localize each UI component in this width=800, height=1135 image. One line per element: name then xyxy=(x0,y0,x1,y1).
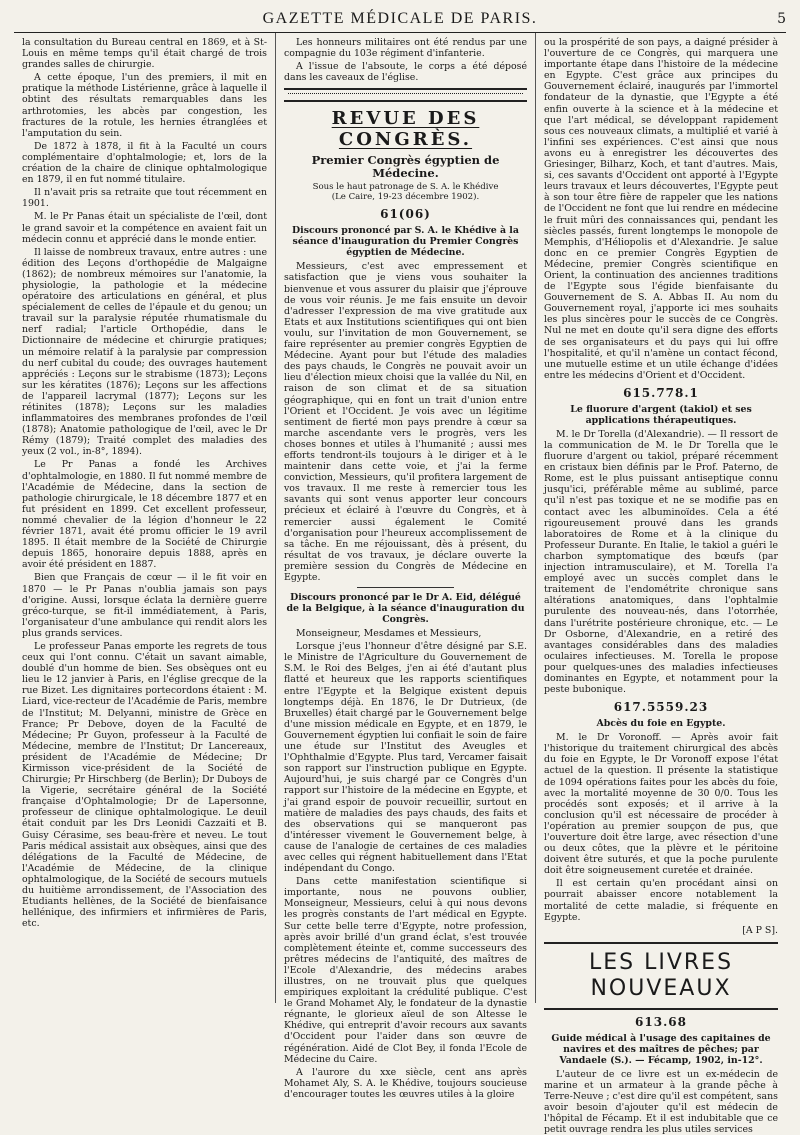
paragraph: Il laisse de nombreux travaux, entre autres : une édition des Leçons d'orthopédie de Malgaigne (1862); de nombreux mémoires sur l'anatomie, la physiologie, la pathologie et la médecine opératoire des articulations en général, et plus spécialement de celles de l'épaule et du genou; un travail sur la paralysie réputée rhumatismale du nerf radial; l'article Orthopédie, dans le Dictionnaire de médecine et chirurgie pratiques; un mémoire relatif à la paralysie par compression du nerf cubital du coude; des ouvrages hautement appréciés : Leçons sur le strabisme (1873); Leçons sur les kératites (1876); Leçons sur les affections de l'appareil lacrymal (1877); Leçons sur les rétinites (1878); Leçons sur les maladies inflammatoires des membranes profondes de l'œil (1878); Anatomie pathologique de l'œil, avec le Dr Rémy (1879); Traité complet des maladies des yeux (2 vol., in-8°, 1894). xyxy=(22,246,267,458)
paragraph: Il n'avait pris sa retraite que tout récemment en 1901. xyxy=(22,187,267,210)
patronage-line: Sous le haut patronage de S. A. le Khédive xyxy=(312,182,499,193)
article-heading: Discours prononcé par S. A. le Khédive à la séance d'inauguration du Premier Congrès égyptien de Médecine. xyxy=(292,225,519,259)
paragraph: Dans cette manifestation scientifique si importante, nous ne pouvons oublier, Monseigneur, Messieurs, celui à qui nous devons les progrès constants de l'art médical en Egypte. Sur cette belle terre d'Egypte, notre profession, après avoir brillé d'un grand éclat, s'est trouvée complètement éteinte et, comme successeurs des prêtres médecins de l'antiquité, des maîtres de l'Ecole d'Alexandrie, des médecins arabes illustres, on ne trouvait plus que quelques empiriques exploitant la crédulité publique. C'est le Grand Mohamet Aly, le fondateur de la dynastie régnante, le glorieux aïeul de son Altesse le Khédive, qui entreprit d'avoir recours aux savants d'Occident pour l'aider dans son œuvre de régénération. Aidé de Clot Bey, il fonda l'Ecole de Médecine du Caire. xyxy=(284,876,527,1065)
paragraph: la consultation du Bureau central en 1869, et à St-Louis en même temps qu'il était chargé de trois grandes salles de chirurgie. xyxy=(22,37,267,71)
paragraph: Il est certain qu'en procédant ainsi on pourrait abaisser encore notablement la mortalité de cette maladie, si fréquente en Egypte. xyxy=(544,878,778,923)
article-heading: Discours prononcé par le Dr A. Eid, délégué de la Belgique, à la séance d'inauguration du Congrès. xyxy=(286,592,525,626)
paragraph: A cette époque, l'un des premiers, il mit en pratique la méthode Listérienne, grâce à laquelle il obtint des résultats remarquables dans les arthrotomies, les abcès par congestion, les fractures de la rotule, les hernies étranglées et l'amputation du sein. xyxy=(22,72,267,139)
paragraph: A l'issue de l'absoute, le corps a été déposé dans les caveaux de l'église. xyxy=(284,61,527,84)
paragraph: L'auteur de ce livre est un ex-médecin de marine et un armateur à la grande pêche à Terre-Neuve ; c'est dire qu'il est compétent, sans avoir besoin d'ajouter qu'il est médecin de l'hôpital de Fécamp. Et il est indubitable que ce petit ouvrage rendra les plus utiles services xyxy=(544,1068,778,1135)
article-heading: Abcès du foie en Egypte. xyxy=(596,718,726,730)
classification-number: 615.778.1 xyxy=(623,385,699,400)
paragraph: Messieurs, c'est avec empressement et satisfaction que je viens vous souhaiter la bienvenue et vous assurer du plaisir que j'éprouve de vous voir réunis. Je me fais ensuite un devoir d'adresser l'expression de ma vive gratitude aux Etats et aux Institutions scientifiques qui ont bien voulu, sur l'invitation de mon Gouvernement, se faire représenter au premier congrès Egyptien de Médecine. Ayant pour but l'étude des maladies des pays chauds, le Congrès ne pouvait avoir un lieu d'élection mieux choisi que la vallée du Nil, en raison de son climat et de sa situation géographique, qui en font un trait d'union entre l'Orient et l'Occident. Je vois avec un légitime sentiment de fierté mon pays prendre à cœur sa marche ascendante vers le progrès, vers les choses bonnes et utiles à l'humanité ; aussi mes efforts tendront-ils toujours à le diriger et à le maintenir dans cette voie, et j'ai la ferme conviction, Messieurs, qu'il profitera largement de vos travaux. Il me reste à remercier tous les savants qui sont venus apporter leur concours précieux et éclairé à l'œuvre du Congrès, et à remercier aussi également le Comité d'organisation pour l'heureux accomplissement de sa tâche. En me réjouissant, dès à présent, du résultat de vos travaux, je déclare ouverte la première session du Congrès de Médecine en Egypte. xyxy=(284,261,527,583)
page-number: 5 xyxy=(777,11,786,27)
column-right xyxy=(536,33,786,1135)
paragraph: Le professeur Panas emporte les regrets de tous ceux qui l'ont connu. C'était un savant aimable, doublé d'un homme de bien. Ses obsèques ont eu lieu le 12 janvier à Paris, en l'église grecque de la rue Bizet. Les dignitaires portecordons étaient : M. Liard, vice-recteur de l'Académie de Paris, membre de l'Institut; M. Delyanni, ministre de Grèce en France; Pr Debove, doyen de la Faculté de Médecine; Pr Guyon, professeur à la Faculté de Médecine, membre de l'Institut; Dr Lancereaux, président de l'Académie de Médecine; Dr Kirmisson vice-président de la Société de Chirurgie; Pr Hirschberg (de Berlin); Dr Duboys de la Vigerie, secrétaire général de la Société française d'Ophtalmologie; Dr de Lapersonne, professeur de clinique ophtalmologique. Le deuil était conduit par les Drs Leonidi Cazzaiti et B. Guisy Cérasime, ses beau-frère et neveu. Le tout Paris médical assistait aux obsèques, ainsi que des délégations de la Faculté de Médecine, de l'Académie de Médecine, de la clinique ophtalmologique, de la Société de secours mutuels du huitième arrondissement, de l'Association des Etudiants hellènes, de la Société de bienfaisance hellénique, des infirmiers et infirmières de Paris, etc. xyxy=(22,640,267,930)
ornamental-rule xyxy=(284,88,527,102)
classification-number: 613.68 xyxy=(635,1014,687,1029)
paragraph: M. le Pr Panas était un spécialiste de l'œil, dont le grand savoir et la compétence en avaient fait un médecin connu et apprécié dans le monde entier. xyxy=(22,211,267,245)
paragraph: M. le Dr Torella (d'Alexandrie). — Il ressort de la communication de M. le Dr Torella que le fluorure d'argent ou takiol, préparé récemment en cristaux bien définis par le Prof. Paterno, de Rome, est le plus puissant antiseptique connu jusqu'ici, préférable même au sublimé, parce qu'il n'est pas toxique et ne se modifie pas en contact avec les albuminoïdes. Cela a été rigoureusement prouvé dans les grands laboratoires de Rome et à la clinique du Professeur Durante. En Italie, le takiol a guéri le charbon symptomatique des bœufs (par injection intramusculaire), et M. Torella l'a employé avec un succès complet dans le traitement de l'endométrite chronique sans altérations anatomiques, dans l'ophtalmie purulente des nouveau-nés, dans l'otorrhée, dans l'urétrite postérieure chronique, etc. — Le Dr Osborne, d'Alexandrie, en a retiré des avantages considérables dans des maladies oculaires infectieuses. M. Torella le propose pour quelques-unes des maladies infectieuses dominantes en Egypte, et notamment pour la peste bubonique. xyxy=(544,428,778,696)
paragraph: Monseigneur, Mesdames et Messieurs, xyxy=(296,628,482,640)
paragraph: Les honneurs militaires ont été rendus par une compagnie du 103e régiment d'infanterie. xyxy=(284,37,527,60)
columns xyxy=(14,33,786,1135)
column-middle xyxy=(276,33,536,1100)
paragraph: A l'aurore du xxe siècle, cent ans après Mohamet Aly, S. A. le Khédive, toujours soucieuse d'encourager toutes les œuvres utiles à la gloire xyxy=(284,1066,527,1100)
divider xyxy=(357,587,454,588)
page-header xyxy=(14,6,786,33)
books-title-line: NOUVEAUX xyxy=(590,975,732,1001)
paragraph: ou la prospérité de son pays, a daigné présider à l'ouverture de ce Congrès, qui marquera une importante étape dans l'histoire de la médecine en Egypte. C'est grâce aux principes du Gouvernement éclairé, inaugurés par l'immortel fondateur de la dynastie, que l'Egypte a été enfin ouverte à la science et à la médecine et que l'art médical, se développant rapidement sous ces nouveaux climats, a multiplié et varié à l'infini ses expériences. C'est ainsi que nous avons eu à enregistrer les découvertes des Griesinger, Bilharz, Koch, et tant d'autres. Mais, si, ces savants d'Occident ont apporté à l'Egypte leurs travaux et leurs découvertes, l'Egypte peut à son tour être fière de rappeler que les nations de l'Occident ne font que lui rendre en médecine le fruit mûri des connaissances qui, pendant les siècles passés, furent longtemps le monopole de Memphis, d'Héliopolis et d'Alexandrie. Je salue donc en ce premier Congrès Egyptien de Médecine, premier Congrès scientifique en Orient, la continuation des anciennes traditions de l'Egypte sous l'égide bienfaisante du Gouvernement de S. A. Abbas II. Au nom du Gouvernement royal, j'apporte ici mes souhaits les plus sincères pour le succès de ce Congrès. Nul ne met en doute qu'il sera digne des efforts de ses organisateurs et du pays qui lui offre l'hospitalité, et qu'il n'amène un contact fécond, une mutuelle estime et un utile échange d'idées entre les médecins d'Orient et d'Occident. xyxy=(544,37,778,381)
column-left xyxy=(14,33,276,1003)
article-heading: Le fluorure d'argent (takiol) et ses applications thérapeutiques. xyxy=(570,403,752,426)
section-title: REVUE DES CONGRÈS. xyxy=(331,108,480,151)
classification-number: 617.5559.23 xyxy=(613,700,709,715)
books-section-title xyxy=(544,942,778,1010)
paragraph: De 1872 à 1878, il fit à la Faculté un cours complémentaire d'ophtalmologie; et, lors de la création de la chaire de clinique ophtalmologique en 1879, il en fut nommé titulaire. xyxy=(22,140,267,186)
signature: [A P S]. xyxy=(742,924,778,936)
classification-number: 61(06) xyxy=(380,207,431,222)
book-title: Guide médical à l'usage des capitaines de navires et des maîtres de pêches; par Vandaele (S.). — Fécamp, 1902, in-12°. xyxy=(551,1032,771,1066)
paragraph: Bien que Français de cœur — il le fit voir en 1870 — le Pr Panas n'oublia jamais son pays d'origine. Aussi, lorsque éclata la dernière guerre gréco-turque, se fit-il immédiatement, à Paris, l'organisateur d'une ambulance qui rendit alors les plus grands services. xyxy=(22,572,267,639)
paragraph: M. le Dr Voronoff. — Après avoir fait l'historique du traitement chirurgical des abcès du foie en Egypte, le Dr Voronoff expose l'état actuel de la question. Il présente la statistique de 1094 opérations faites pour les abcès du foie, avec la mortalité moyenne de 30 0/0. Tous les procédés sont exposés; et il arrive à la conclusion qu'il est nécessaire de procéder à l'opération au premier soupçon de pus, que l'ouverture doit être large, avec résection d'une ou deux côtes, que la plèvre et le péritoine doivent être suturés, et que la poche purulente doit être soigneusement curetée et drainée. xyxy=(544,732,778,877)
paragraph: Lorsque j'eus l'honneur d'être désigné par S.E. le Ministre de l'Agriculture du Gouvernement de S.M. le Roi des Belges, j'en ai été d'autant plus flatté et heureux que les rapports scientifiques entre l'Egypte et la Belgique existent depuis longtemps déjà. En 1876, le Dr Dutrieux, (de Bruxelles) était chargé par le Gouvernement belge d'une mission médicale en Egypte, et en 1879, le Gouvernement égyptien lui confiait le soin de faire une étude sur l'Institut des Aveugles et l'Ophthalmie d'Egypte. Plus tard, Vercamer faisait son rapport sur l'instruction publique en Egypte. Aujourd'hui, je suis chargé par ce Congrès d'un rapport sur l'histoire de la médecine en Egypte, et j'ai grand espoir de pouvoir recueillir, surtout en matière de maladies des pays chauds, des faits et des observations qui se manqueront pas d'intéresser vivement le Gouvernement belge, à cause de l'analogie de certaines de ces maladies avec celles qui régnent habituellement dans l'Etat indépendant du Congo. xyxy=(284,641,527,875)
journal-title: GAZETTE MÉDICALE DE PARIS. xyxy=(262,10,538,27)
paragraph: Le Pr Panas a fondé les Archives d'ophtalmologie, en 1880. Il fut nommé membre de l'Académie de Médecine, dans la section de pathologie chirurgicale, le 18 décembre 1877 et en fut président en 1899. Cet excellent professeur, nommé chevalier de la légion d'honneur le 22 février 1871, avait été promu officier le 19 avril 1895. Il était membre de la Société de Chirurgie depuis 1865, honoraire depuis 1888, après en avoir été président en 1887. xyxy=(22,459,267,571)
congress-title: Premier Congrès égyptien de Médecine. xyxy=(311,153,500,181)
place-date-line: (Le Caire, 19-23 décembre 1902). xyxy=(331,192,480,203)
books-title-line: LES LIVRES xyxy=(588,949,734,975)
